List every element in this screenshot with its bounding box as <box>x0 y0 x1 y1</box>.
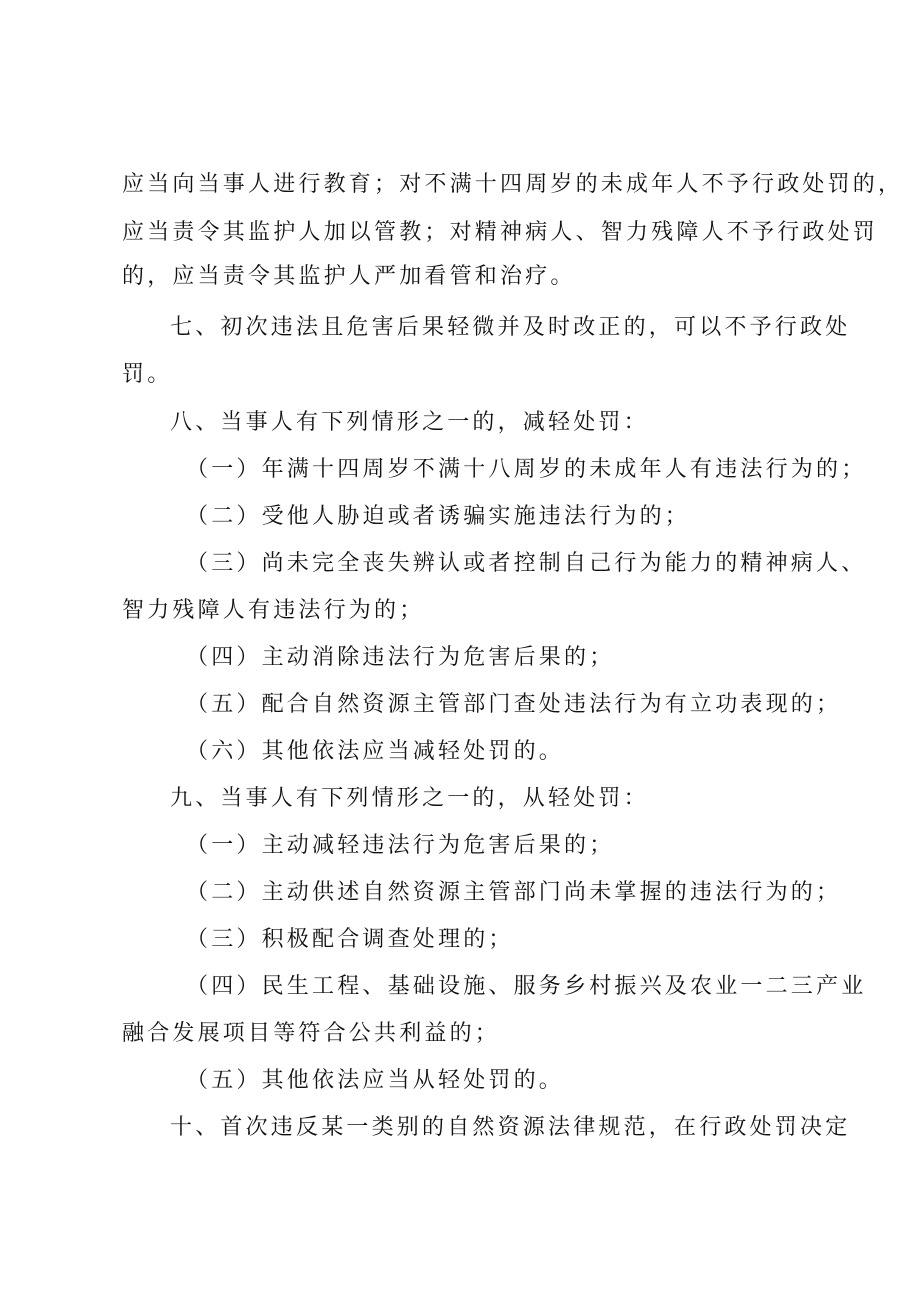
list-item: （二）主动供述自然资源主管部门尚未掌握的违法行为的； <box>186 880 842 905</box>
list-item: （四）主动消除违法行为危害后果的； <box>186 645 615 670</box>
list-item: （一）主动减轻违法行为危害后果的； <box>186 833 615 858</box>
text-line: 罚。 <box>122 362 173 387</box>
clause-10-heading: 十、首次违反某一类别的自然资源法律规范，在行政处罚决定 <box>170 1115 851 1140</box>
list-item: （一）年满十四周岁不满十八周岁的未成年人有违法行为的； <box>186 457 867 482</box>
clause-9-heading: 九、当事人有下列情形之一的，从轻处罚： <box>170 786 649 811</box>
clause-7-heading: 七、初次违法且危害后果轻微并及时改正的，可以不予行政处 <box>170 315 851 340</box>
list-item: （五）其他依法应当从轻处罚的。 <box>186 1068 565 1093</box>
list-item: （二）受他人胁迫或者诱骗实施违法行为的； <box>186 504 691 529</box>
list-item: （六）其他依法应当减轻处罚的。 <box>186 739 565 764</box>
list-item: （四）民生工程、基础设施、服务乡村振兴及农业一二三产业 <box>186 974 867 999</box>
text-line: 融合发展项目等符合公共利益的； <box>122 1021 501 1046</box>
text-line: 智力残障人有违法行为的； <box>122 598 425 623</box>
text-line: 应当向当事人进行教育；对不满十四周岁的未成年人不予行政处罚的， <box>122 172 904 197</box>
clause-8-heading: 八、当事人有下列情形之一的，减轻处罚： <box>170 410 649 435</box>
list-item: （三）积极配合调查处理的； <box>186 927 514 952</box>
text-line: 应当责令其监护人加以管教；对精神病人、智力残障人不予行政处罚 <box>122 220 879 245</box>
list-item: （三）尚未完全丧失辨认或者控制自己行为能力的精神病人、 <box>186 551 867 576</box>
list-item: （五）配合自然资源主管部门查处违法行为有立功表现的； <box>186 692 842 717</box>
text-line: 的，应当责令其监护人严加看管和治疗。 <box>122 264 576 289</box>
